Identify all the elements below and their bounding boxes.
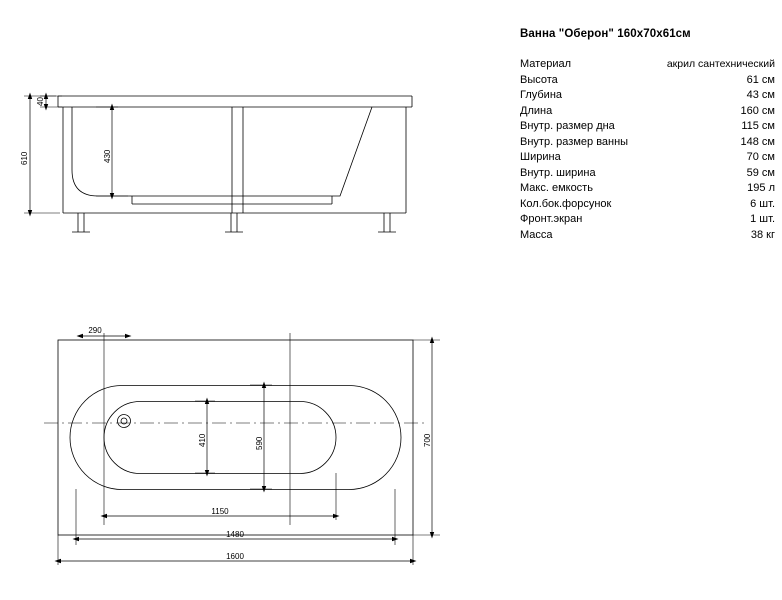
front-view-dimensions [30, 96, 112, 213]
spec-label: Масса [520, 228, 553, 241]
spec-value: 43 см [746, 89, 775, 101]
dim-430-label: 430 [103, 149, 112, 163]
spec-label: Макс. емкость [520, 182, 593, 194]
dim-290-label: 290 [88, 326, 102, 335]
spec-label: Глубина [520, 89, 563, 101]
spec-value: 148 см [740, 135, 775, 148]
spec-value: 115 см [741, 120, 775, 132]
spec-value: 59 см [746, 166, 775, 179]
top-view-dimensions [58, 336, 432, 561]
dim-610-label: 610 [20, 151, 29, 165]
spec-label: Кол.бок.форсунок [520, 197, 612, 210]
spec-label: Ширина [520, 151, 561, 163]
front-view-feet [72, 213, 396, 232]
spec-label: Длина [520, 104, 553, 117]
spec-label: Материал [520, 58, 571, 70]
top-view-extension-lines [58, 333, 440, 565]
dim-410-label: 410 [198, 433, 207, 447]
spec-label: Фронт.экран [520, 213, 583, 225]
spec-label: Высота [520, 73, 558, 86]
spec-label: Внутр. размер дна [520, 120, 615, 132]
product-title: Ванна "Оберон" 160х70х61см [520, 28, 691, 40]
top-view-outline [58, 340, 413, 535]
spec-value: 70 см [746, 151, 775, 163]
spec-value: 1 шт. [750, 213, 775, 225]
spec-value: 61 см [746, 73, 775, 86]
dim-700-label: 700 [423, 433, 432, 447]
spec-value: 160 см [740, 104, 775, 117]
front-view-extension-lines [24, 96, 128, 213]
spec-value: 6 шт. [750, 197, 775, 210]
dim-590-label: 590 [255, 436, 264, 450]
dim-40-label: 40 [36, 97, 45, 106]
dim-1600-label: 1600 [226, 552, 244, 561]
dim-1150-label: 1150 [211, 507, 229, 516]
spec-label: Внутр. ширина [520, 166, 596, 179]
spec-value: 195 л [747, 182, 775, 194]
spec-label: Внутр. размер ванны [520, 135, 629, 148]
spec-value: 38 кг [750, 228, 775, 241]
dim-1480-label: 1480 [226, 530, 244, 539]
spec-value: акрил сантехнический [666, 58, 775, 70]
